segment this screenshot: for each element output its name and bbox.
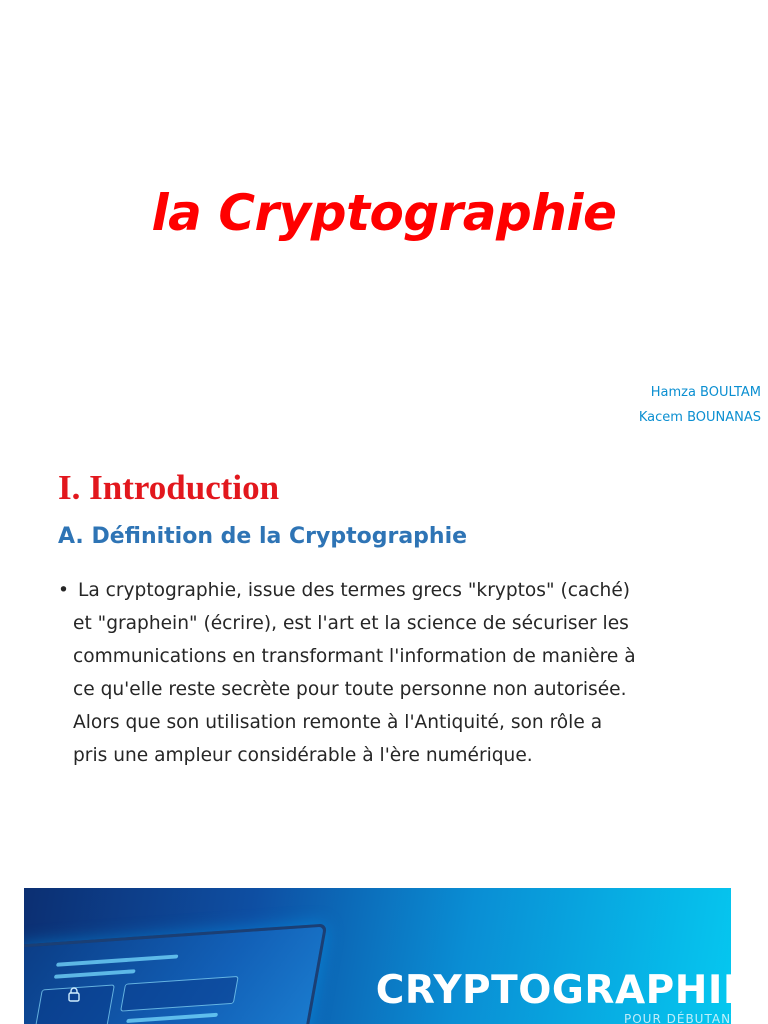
subsection-heading: A. Définition de la Cryptographie bbox=[58, 524, 468, 549]
definition-paragraph bbox=[58, 574, 724, 772]
paragraph-line: • La cryptographie, issue des termes grecs "kryptos" (caché) bbox=[58, 574, 724, 607]
authors-block bbox=[639, 380, 761, 430]
author-name: Kacem BOUNANAS bbox=[638, 410, 761, 425]
paragraph-line: Alors que son utilisation remonte à l'Antiquité, son rôle a bbox=[73, 712, 603, 733]
paragraph-line: pris une ampleur considérable à l'ère numérique. bbox=[73, 745, 533, 766]
lock-icon bbox=[66, 986, 82, 1002]
section-heading: I. Introduction bbox=[58, 468, 280, 507]
author-name: Hamza BOULTAM bbox=[650, 385, 761, 400]
paragraph-line: et "graphein" (écrire), est l'art et la science de sécuriser les bbox=[73, 613, 629, 634]
document-title: la Cryptographie bbox=[151, 184, 617, 242]
banner-subtitle: POUR DÉBUTANTS bbox=[624, 1012, 748, 1024]
paragraph-line: communications en transformant l'information de manière à bbox=[73, 646, 636, 667]
laptop-illustration bbox=[24, 924, 327, 1024]
banner-title: CRYPTOGRAPHIE bbox=[375, 968, 750, 1013]
paragraph-line: ce qu'elle reste secrète pour toute personne non autorisée. bbox=[73, 679, 627, 700]
bullet-icon: • bbox=[58, 580, 69, 601]
